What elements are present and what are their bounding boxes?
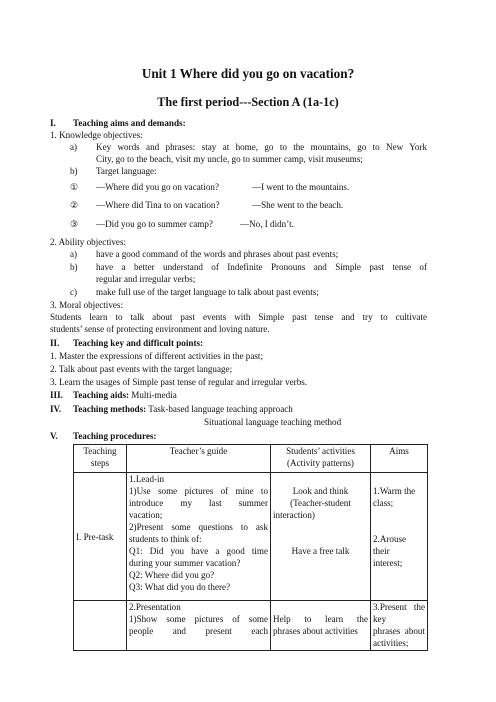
key-words-line-2: City, go to the beach, visit my uncle, go to summer camp, visit museums; [96,154,363,164]
row1-guide-cell [127,473,271,601]
key-point-2: 2. Talk about past events with the target language; [50,364,233,374]
row2-guide-line-2: 1)Show some pictures of some [129,614,268,624]
dialog-3-answer: —No, I didn’t. [240,219,294,229]
row2-step-cell [74,601,127,651]
header-aims-text: Aims [389,446,409,456]
section-1-number: I. [50,118,56,128]
dialog-2-question: —Where did Tina to on vacation? [96,200,220,210]
ability-b-line-1: have a better understand of Indefinite Pronouns and Simple past tense of [96,262,427,272]
dialog-3-question: —Did you go to summer camp? [96,219,213,229]
header-steps-line-1: Teaching [83,446,117,456]
header-steps-line-2: steps [90,458,110,468]
table-row [74,473,428,601]
row1-guide-line-7: Q1: Did you have a good time [129,546,268,556]
dialog-1-question: —Where did you go on vacation? [96,182,219,192]
ability-objectives-heading: 2. Ability objectives: [50,237,127,247]
ability-b-marker: b) [70,262,78,272]
moral-objectives-line-1: Students learn to talk about past events with Simple past tense and try to cultivate [50,312,427,322]
table-row [74,601,428,651]
target-language-heading: Target language: [96,166,157,176]
table-header-row [74,445,428,473]
row1-guide-line-10: Q3: What did you do there? [129,582,231,592]
header-guide-text: Teacher’s guide [169,446,228,456]
dialog-2-marker: ② [70,200,79,210]
ability-a-marker: a) [70,249,78,259]
key-point-1: 1. Master the expressions of different activities in the past; [50,351,263,361]
row2-guide-cell [127,601,271,651]
row1-guide-line-9: Q2: Where did you go? [129,570,215,580]
row2-aim-line-1: 3.Present the key [373,602,425,624]
row1-step-cell [74,473,127,601]
dialog-2-answer: —She went to the beach. [252,200,344,210]
row1-activity-1-line-1: Look and think [292,486,349,496]
dialog-1-answer: —I went to the mountains. [252,182,350,192]
row1-aim-2-line-1: 2.Arouse their [373,534,407,556]
document-title: Unit 1 Where did you go on vacation? [141,66,355,81]
row2-aim-line-2: phrases about [373,626,425,636]
header-aims [371,445,428,473]
header-activities-line-2: (Activity patterns) [287,458,354,468]
teaching-methods-label: Teaching methods: [73,404,147,414]
section-4-number: IV. [50,404,62,414]
ability-b-line-2: regular and irregular verbs; [96,274,196,284]
knowledge-objectives-heading: 1. Knowledge objectives: [50,130,143,140]
section-2-heading: Teaching key and difficult points: [73,338,204,348]
row2-activities-cell [271,601,371,651]
row1-guide-line-4: vacation; [129,510,163,520]
teaching-procedures-table [73,444,428,651]
moral-objectives-line-2: students’ sense of protecting environment and loving nature. [50,324,270,334]
header-activities-line-1: Students’ activities [286,446,355,456]
row1-guide-line-1: 1.Lead-in [129,474,165,484]
header-teachers-guide [127,445,271,473]
row1-activity-1-line-3: interaction) [273,510,315,520]
ability-a-text: have a good command of the words and phrases about past events; [96,249,339,259]
ability-c-marker: c) [70,287,78,297]
row1-activity-2: Have a free talk [291,546,350,556]
row1-guide-line-2: 1)Use some pictures of mine to [129,486,268,496]
row2-aim-line-3: activities; [373,638,409,648]
teaching-methods-value-2: Situational language teaching method [204,417,342,427]
row2-activity-line-1: Help to learn the [273,614,368,624]
row1-aims-cell [371,473,428,601]
section-3-number: III. [50,390,63,400]
section-5-heading: Teaching procedures: [73,431,157,441]
item-b-marker: b) [70,166,78,176]
moral-objectives-heading: 3. Moral objectives: [50,300,123,310]
section-5-number: V. [50,431,58,441]
row1-guide-line-3: introduce my last summer [129,498,268,508]
teaching-methods [73,403,293,415]
row1-guide-line-6: students to think of: [129,534,202,544]
header-teaching-steps [74,445,127,473]
document-subtitle: The first period---Section A (1a-1c) [157,95,339,109]
teaching-aids-value: Multi-media [131,390,177,400]
row1-aim-2-line-2: interest; [373,558,403,568]
teaching-methods-value-1: Task-based language teaching approach [148,404,293,414]
row1-step: I. Pre-task [76,531,114,542]
row2-guide-line-3: people and present each [129,626,268,636]
dialog-1-marker: ① [70,182,79,192]
row2-aims-cell [371,601,428,651]
row2-guide-line-1: 2.Presentation [129,602,181,612]
teaching-aids [73,389,177,401]
dialog-3-marker: ③ [70,219,79,229]
ability-c-text: make full use of the target language to talk about past events; [96,287,319,297]
item-a-marker: a) [70,142,78,152]
row1-guide-line-8: during your summer vacation? [129,558,241,568]
row2-activity-line-2: phrases about activities [273,626,358,636]
key-words-line-1: Key words and phrases: stay at home, go to the mountains, go to New York [96,142,427,152]
row1-activity-1-line-2: (Teacher-student [290,498,351,508]
row1-activities-cell [271,473,371,601]
header-students-activities [271,445,371,473]
row1-aim-1: 1.Warm the class; [373,486,416,508]
key-point-3: 3. Learn the usages of Simple past tense of regular and irregular verbs. [50,377,308,387]
teaching-aids-label: Teaching aids: [73,390,130,400]
section-2-number: II. [50,338,60,348]
row1-guide-line-5: 2)Present some questions to ask [129,522,268,532]
section-1-heading: Teaching aims and demands: [73,118,186,128]
